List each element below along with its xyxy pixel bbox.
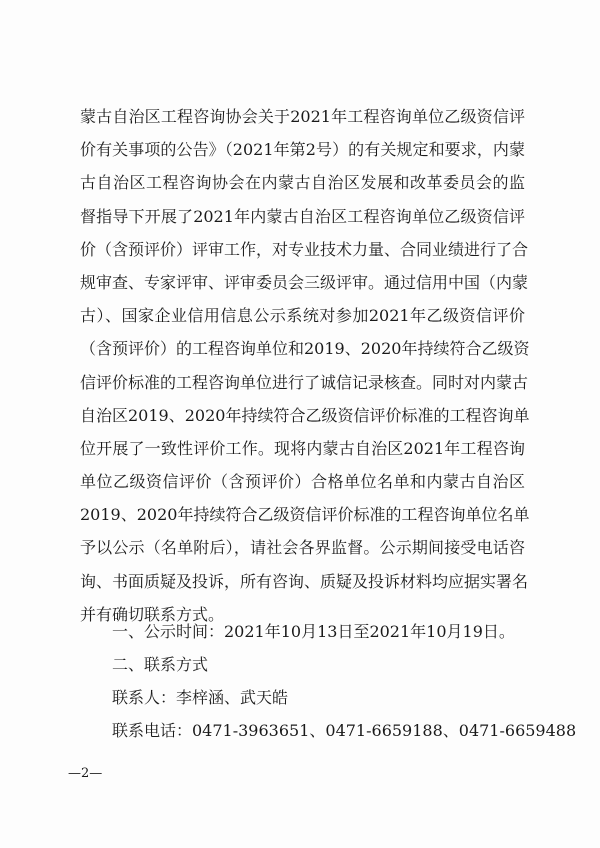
body-line: 2019、2020年持续符合乙级资信评价标准的工程咨询单位名单	[80, 505, 530, 525]
page-number: —2—	[68, 766, 103, 781]
body-line: （含预评价）的工程咨询单位和2019、2020年持续符合乙级资	[80, 339, 530, 359]
body-line: 信评价标准的工程咨询单位进行了诚信记录核查。同时对内蒙古	[80, 372, 529, 392]
body-line: 蒙古自治区工程咨询协会关于2021年工程咨询单位乙级资信评	[80, 107, 525, 126]
contact-heading: 二、联系方式	[112, 655, 209, 674]
body-line: 自治区2019、2020年持续符合乙级资信评价标准的工程咨询单	[80, 405, 530, 425]
body-line: 规审查、专家评审、评审委员会三级评审。通过信用中国（内蒙	[80, 272, 529, 292]
body-line: 古自治区工程咨询协会在内蒙古自治区发展和改革委员会的监	[80, 173, 525, 193]
body-line: 古）、国家企业信用信息公示系统对参加2021年乙级资信评价	[80, 306, 525, 326]
body-line: 价有关事项的公告》（2021年第2号）的有关规定和要求，内蒙	[80, 140, 525, 160]
body-line: 单位乙级资信评价（含预评价）合格单位名单和内蒙古自治区	[80, 472, 525, 492]
body-line: 价（含预评价）评审工作，对专业技术力量、合同业绩进行了合	[80, 239, 529, 259]
body-line: 询、书面质疑及投诉，所有咨询、质疑及投诉材料均应据实署名	[80, 571, 529, 591]
contact-person: 联系人：李梓涵、武天皓	[112, 688, 289, 707]
body-line: 位开展了一致性评价工作。现将内蒙古自治区2021年工程咨询	[80, 438, 525, 458]
publicity-period: 一、公示时间：2021年10月13日至2021年10月19日。	[112, 622, 515, 641]
body-line: 督指导下开展了2021年内蒙古自治区工程咨询单位乙级资信评	[80, 206, 525, 226]
announcement-body	[80, 100, 530, 631]
body-line: 并有确切联系方式。	[80, 604, 225, 624]
contact-phone: 联系电话：0471-3963651、0471-6659188、0471-6659488	[112, 721, 577, 740]
body-line: 予以公示（名单附后），请社会各界监督。公示期间接受电话咨	[80, 538, 525, 558]
